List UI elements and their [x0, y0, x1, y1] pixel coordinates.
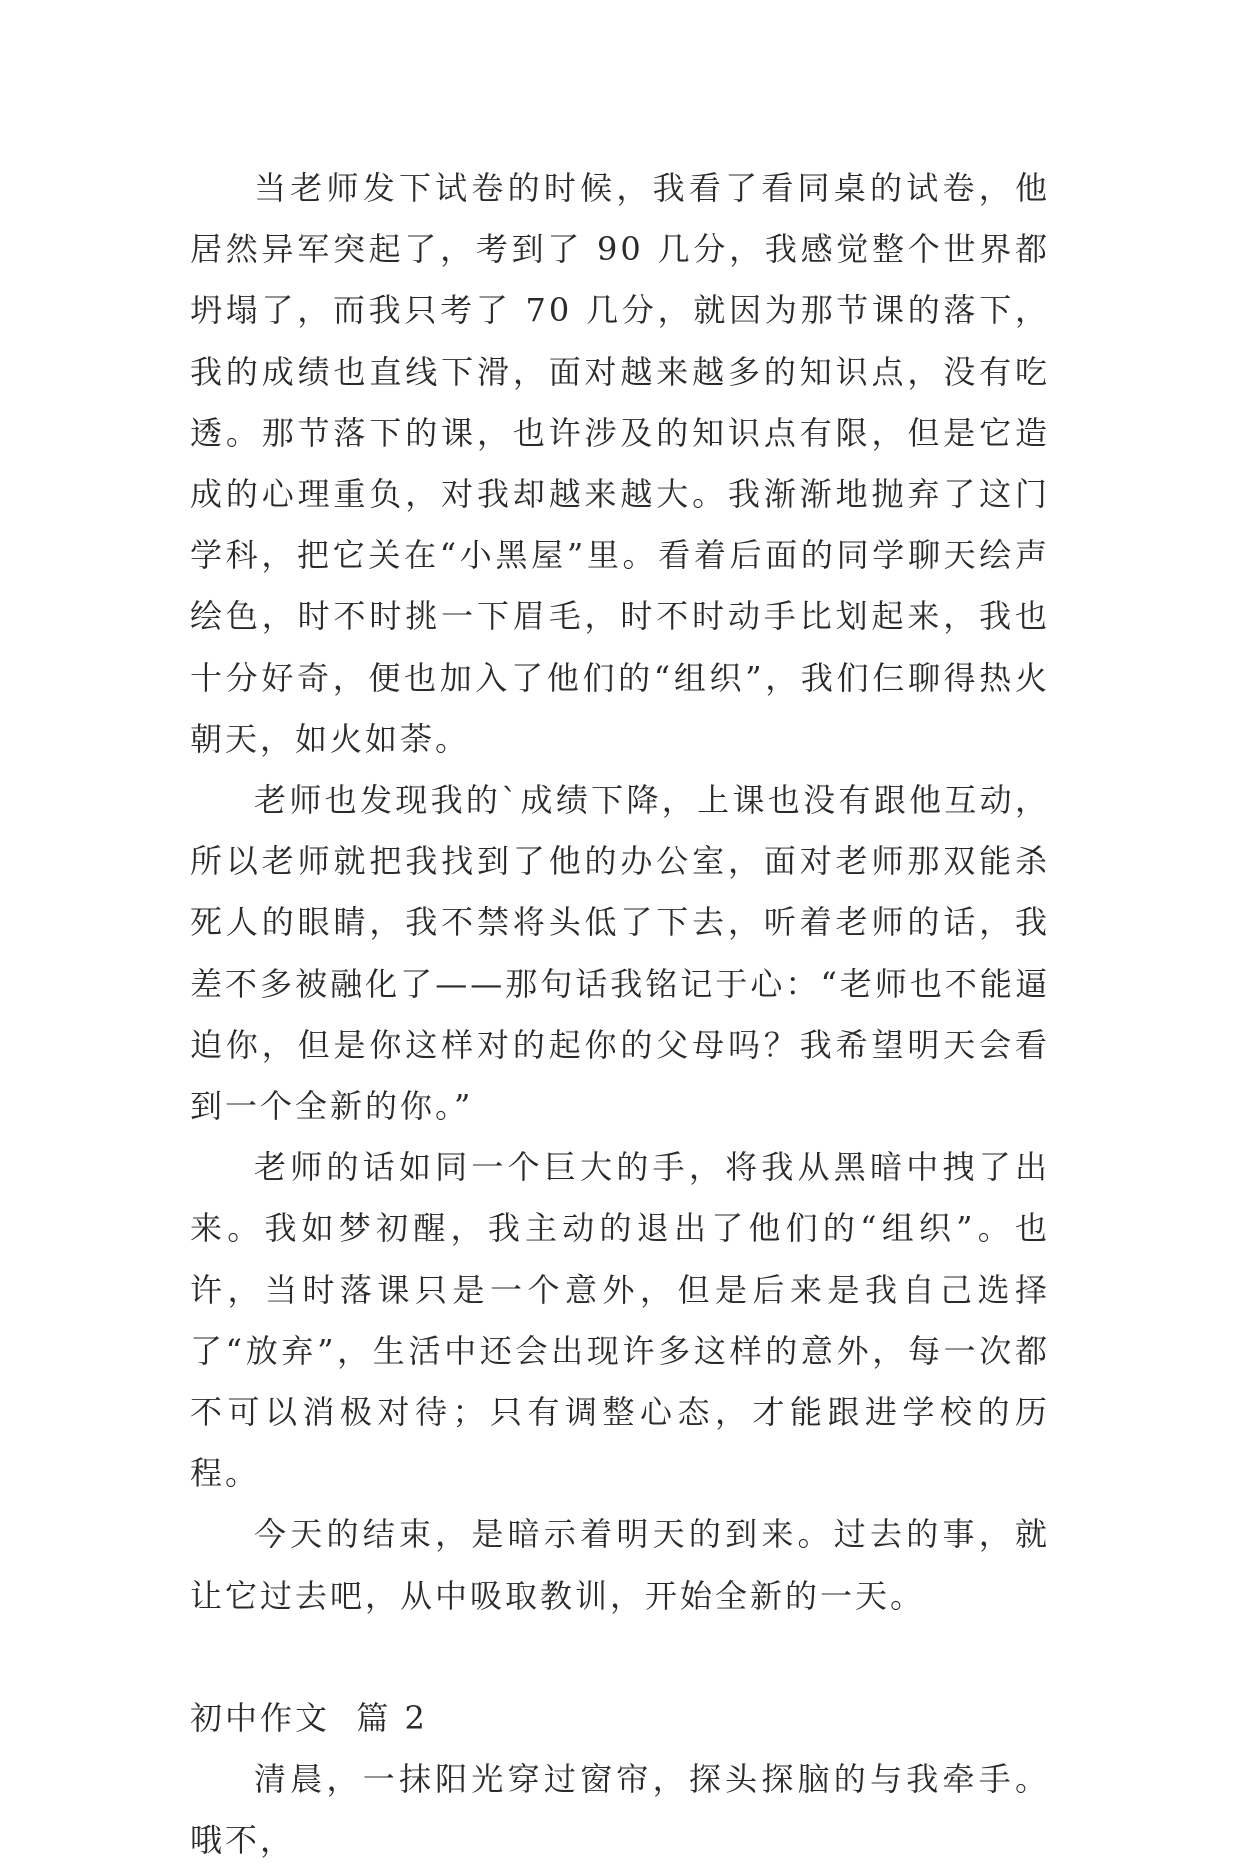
- paragraph-1: 当老师发下试卷的时候，我看了看同桌的试卷，他居然异军突起了，考到了 90 几分，我感觉整个世界都坍塌了，而我只考了 70 几分，就因为那节课的落下，我的成绩也直线下滑，面对越来越多的知识点，没有吃透。那节落下的课，也许涉及的知识点有限，但是它造成的心理重负，对我却越来越大。我渐渐地抛弃了这门学科，把它关在“小黑屋”里。看着后面的同学聊天绘声绘色，时不时挑一下眉毛，时不时动手比划起来，我也十分好奇，便也加入了他们的“组织”，我们仨聊得热火朝天，如火如荼。: [190, 169, 1050, 758]
- section-heading: 初中作文 篇 2: [190, 1698, 428, 1737]
- paragraph-3: 老师的话如同一个巨大的手，将我从黑暗中拽了出来。我如梦初醒，我主动的退出了他们的“组织”。也许，当时落课只是一个意外，但是后来是我自己选择了“放弃”，生活中还会出现许多这样的意外，每一次都不可以消极对待；只有调整心态，才能跟进学校的历程。: [190, 1148, 1050, 1493]
- paragraph-2: 老师也发现我的`成绩下降，上课也没有跟他互动，所以老师就把我找到了他的办公室，面对老师那双能杀死人的眼睛，我不禁将头低了下去，听着老师的话，我差不多被融化了——那句话我铭记于心：“老师也不能逼迫你，但是你这样对的起你的父母吗？我希望明天会看到一个全新的你。”: [190, 781, 1050, 1126]
- document-body: [190, 158, 1050, 1871]
- paragraph-5: 清晨，一抹阳光穿过窗帘，探头探脑的与我牵手。哦不，: [190, 1760, 1050, 1860]
- paragraph-4: 今天的结束，是暗示着明天的到来。过去的事，就让它过去吧，从中吸取教训，开始全新的一天。: [190, 1515, 1050, 1615]
